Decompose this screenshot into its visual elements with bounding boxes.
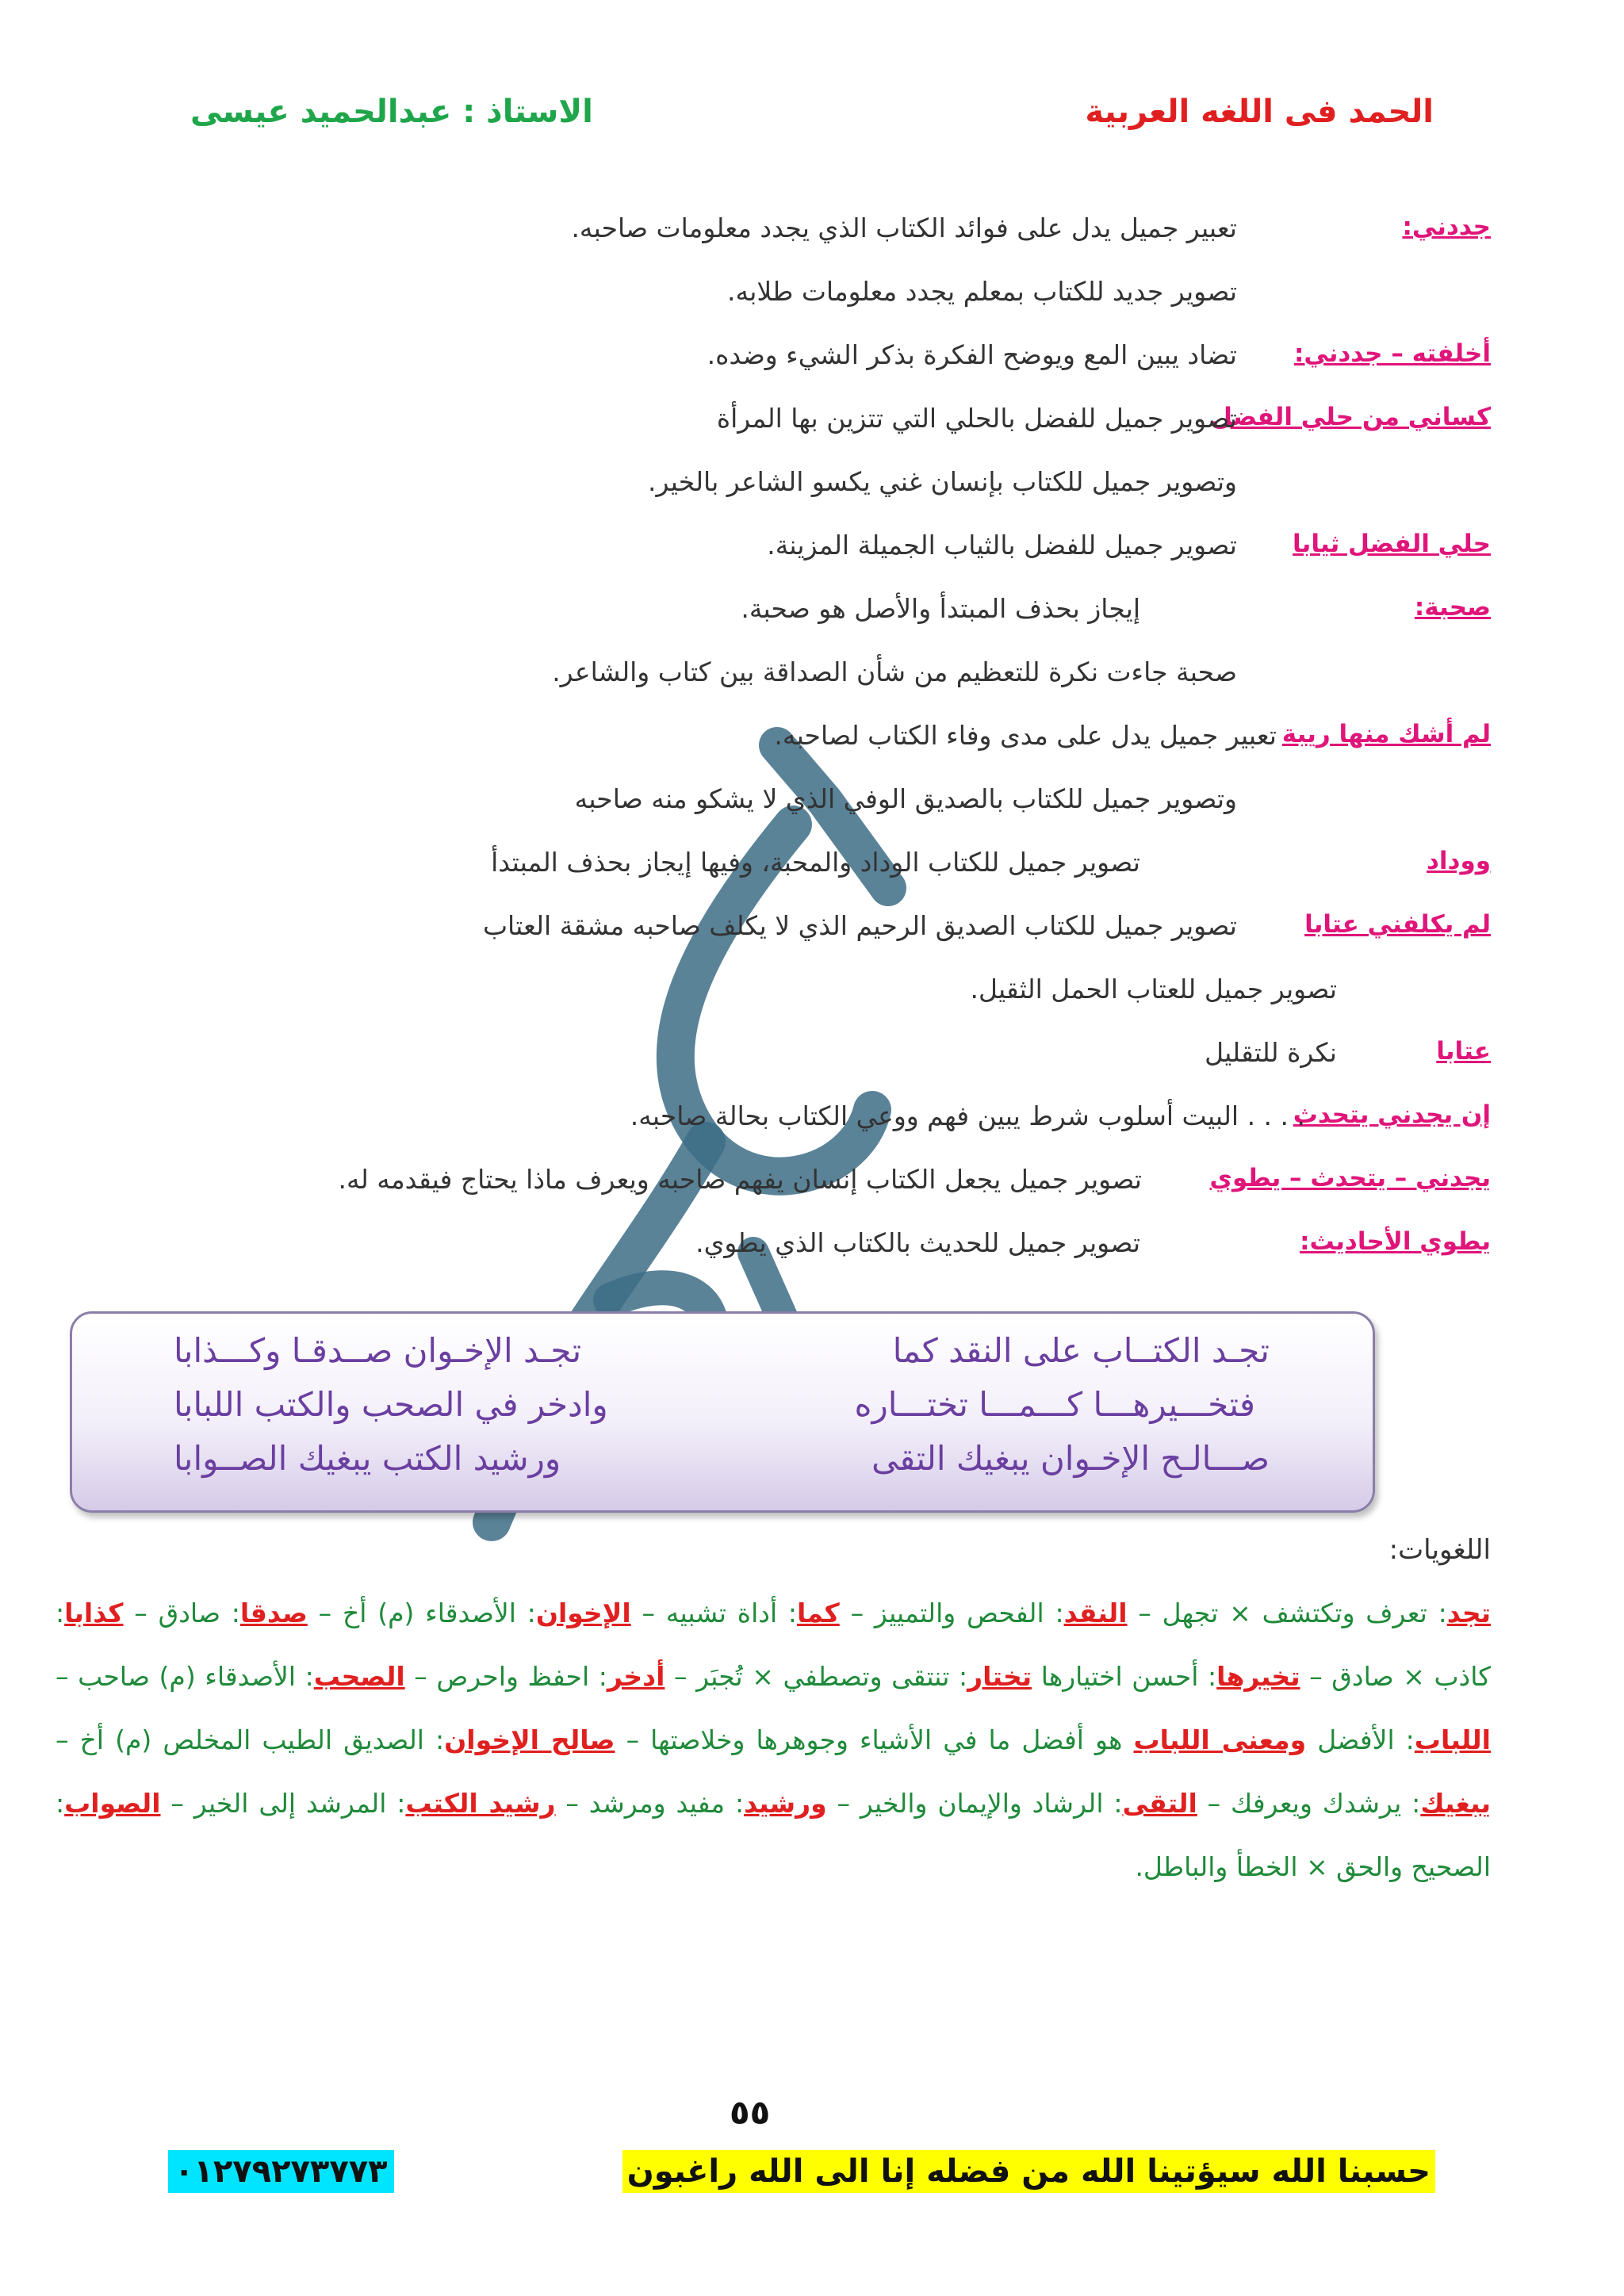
vocab-word: النقد: [1063, 1598, 1128, 1628]
term-explanation: وتصوير جميل للكتاب بإنسان غني يكسو الشاعر بالخير.: [648, 466, 1237, 497]
vocab-word: الصواب: [64, 1788, 161, 1819]
page-number: ٥٥: [730, 2093, 771, 2132]
term-label: يطوي الأحاديث:: [1300, 1227, 1491, 1256]
vocab-meaning: : الأفضل: [1306, 1724, 1415, 1755]
term-explanation: تصوير جميل للكتاب الصديق الرحيم الذي لا يكلف صاحبه مشقة العتاب: [482, 910, 1237, 941]
term-explanation: . . . . البيت أسلوب شرط يبين فهم ووعي الكتاب بحالة صاحبه.: [630, 1100, 1305, 1131]
term-explanation: إيجاز بحذف المبتدأ والأصل هو صحبة.: [741, 593, 1140, 624]
explanation-row: [0, 339, 1624, 395]
vocab-meaning: : مفيد ومرشد –: [555, 1788, 745, 1819]
term-explanation: تضاد يبين المع ويوضح الفكرة بذكر الشيء وضده.: [707, 339, 1237, 370]
document-title: الحمد فى اللغه العربية: [1085, 94, 1434, 130]
term-explanation: تصوير جميل للفضل بالحلي التي تتزين بها المرأة: [716, 403, 1237, 434]
term-label: حلي الفضل ثيابا: [1293, 530, 1491, 558]
vocab-word: صدقا: [239, 1598, 308, 1628]
explanation-row: [0, 910, 1624, 966]
vocab-meaning: : تعرف وتكتشف × تجهل –: [1127, 1598, 1447, 1628]
footer-phone: ٠١٢٧٩٢٧٣٧٧٣: [168, 2150, 394, 2193]
vocab-word: صالح الإخوان: [444, 1724, 615, 1755]
explanation-row: [0, 1100, 1624, 1156]
poem-verse-right: تجـد الكتــاب على النقد كما: [892, 1331, 1270, 1370]
term-label: أخلفته – جددني:: [1293, 339, 1491, 368]
teacher-name: الاستاذ : عبدالحميد عيسى: [190, 94, 593, 130]
vocabulary-title: اللغويات:: [1388, 1534, 1491, 1566]
vocab-meaning: هو أفضل ما في الأشياء وجوهرها وخلاصتها –: [615, 1724, 1134, 1755]
explanation-row: [0, 720, 1624, 775]
explanation-row: [0, 656, 1624, 712]
vocab-word: اللباب: [1414, 1724, 1491, 1755]
explanation-row: [0, 276, 1624, 331]
vocab-word: ومعنى اللباب: [1133, 1724, 1307, 1755]
term-label: إن يجدني يتحدث: [1293, 1100, 1491, 1129]
vocab-meaning: : الفحص والتمييز –: [839, 1598, 1064, 1628]
poem-verse-left: وادخر في الصحب والكتب اللبابا: [174, 1385, 608, 1424]
poem-verse-left: تجـد الإخـوان صــدقـا وكـــذابا: [174, 1331, 582, 1370]
explanation-row: [0, 783, 1624, 839]
vocab-meaning: : يرشدك ويعرفك –: [1197, 1788, 1421, 1819]
explanation-row: [0, 593, 1624, 649]
explanation-row: [0, 847, 1624, 902]
term-label: لم يكلفني عتابا: [1304, 910, 1491, 939]
vocab-word: كما: [797, 1598, 840, 1628]
term-label: جددني:: [1402, 212, 1491, 241]
term-label: ووداد: [1427, 847, 1491, 875]
term-explanation: تصوير جديد للكتاب بمعلم يجدد معلومات طلابه.: [727, 276, 1237, 307]
term-explanation: تعبير جميل يدل على فوائد الكتاب الذي يجدد معلومات صاحبه.: [571, 212, 1237, 243]
vocab-meaning: : الصحيح والحق × الخطأ والباطل.: [56, 1788, 1491, 1882]
poem-box: [70, 1311, 1375, 1513]
vocab-word: ورشيد: [744, 1788, 827, 1819]
term-label: لم أشك منها ريبة: [1281, 720, 1491, 748]
explanation-row: [0, 1227, 1624, 1283]
vocab-word: تختار: [967, 1661, 1032, 1692]
vocab-word: تخيرها: [1216, 1661, 1300, 1692]
explanation-row: [0, 1164, 1624, 1219]
poem-verse-left: ورشيد الكتب يبغيك الصــوابا: [174, 1439, 561, 1478]
vocab-word: الصحب: [313, 1661, 405, 1692]
vocabulary-paragraph: [56, 1582, 1491, 1899]
term-explanation: تعبير جميل يدل على مدى وفاء الكتاب لصاحبه.: [774, 720, 1277, 751]
vocab-meaning: : صادق –: [123, 1598, 240, 1628]
vocab-meaning: : الأصدقاء (م) أخ –: [307, 1598, 536, 1628]
poem-verse-right: صـــالـح الإخـوان يبغيك التقى: [871, 1439, 1270, 1478]
vocab-meaning: : أحسن اختيارها: [1032, 1661, 1217, 1692]
vocab-meaning: : المرشد إلى الخير –: [160, 1788, 406, 1819]
term-explanation: وتصوير جميل للكتاب بالصديق الوفي الذي لا يشكو منه صاحبه: [574, 783, 1237, 814]
vocab-word: رشيد الكتب: [405, 1788, 556, 1819]
vocab-word: كذابا: [64, 1598, 124, 1628]
vocab-word: الإخوان: [535, 1598, 631, 1628]
vocab-meaning: : الصديق الطيب المخلص (م) أخ –: [56, 1724, 445, 1755]
term-explanation: تصوير جميل للكتاب الوداد والمحبة، وفيها إيجاز بحذف المبتدأ: [491, 847, 1140, 878]
vocab-meaning: : تنتقى وتصطفي × تُجبَر –: [665, 1661, 968, 1692]
term-explanation: صحبة جاءت نكرة للتعظيم من شأن الصداقة بين كتاب والشاعر.: [552, 656, 1237, 687]
vocab-word: يبغيك: [1420, 1788, 1491, 1819]
vocab-meaning: : الأصدقاء (م) صاحب –: [56, 1661, 314, 1692]
term-explanation: تصوير جميل للفضل بالثياب الجميلة المزينة.: [767, 530, 1237, 561]
poem-verse-right: فتخـــيرهـــا كـــمـــا تختـــاره: [854, 1385, 1255, 1424]
vocab-meaning: : أداة تشبيه –: [630, 1598, 798, 1628]
explanation-row: [0, 974, 1624, 1029]
vocab-meaning: : الرشاد والإيمان والخير –: [826, 1788, 1123, 1819]
term-label: كساني من حلي الفضل: [1211, 403, 1491, 431]
explanation-row: [0, 212, 1624, 268]
explanation-row: [0, 466, 1624, 522]
vocab-word: أدخر: [607, 1661, 665, 1692]
explanation-row: [0, 403, 1624, 458]
vocab-meaning: : احفظ واحرص –: [404, 1661, 607, 1692]
explanation-row: [0, 1037, 1624, 1093]
term-label: صحبة:: [1414, 593, 1491, 622]
vocab-meaning: : كاذب × صادق –: [56, 1598, 1492, 1692]
explanation-row: [0, 530, 1624, 585]
term-explanation: تصوير جميل يجعل الكتاب إنسان يفهم صاحبه ويعرف ماذا يحتاج فيقدمه له.: [338, 1164, 1142, 1195]
term-label: عتابا: [1436, 1037, 1491, 1066]
term-explanation: نكرة للتقليل: [1205, 1037, 1337, 1068]
term-explanation: تصوير جميل للعتاب الحمل الثقيل.: [970, 974, 1337, 1004]
vocab-word: تجد: [1446, 1598, 1492, 1628]
term-label: يجدني – يتحدث – يطوي: [1209, 1164, 1491, 1192]
term-explanation: تصوير جميل للحديث بالكتاب الذي يطوي.: [695, 1227, 1140, 1258]
vocab-word: التقى: [1122, 1788, 1197, 1819]
footer-slogan: حسبنا الله سيؤتينا الله من فضله إنا الى الله راغبون: [622, 2150, 1435, 2193]
